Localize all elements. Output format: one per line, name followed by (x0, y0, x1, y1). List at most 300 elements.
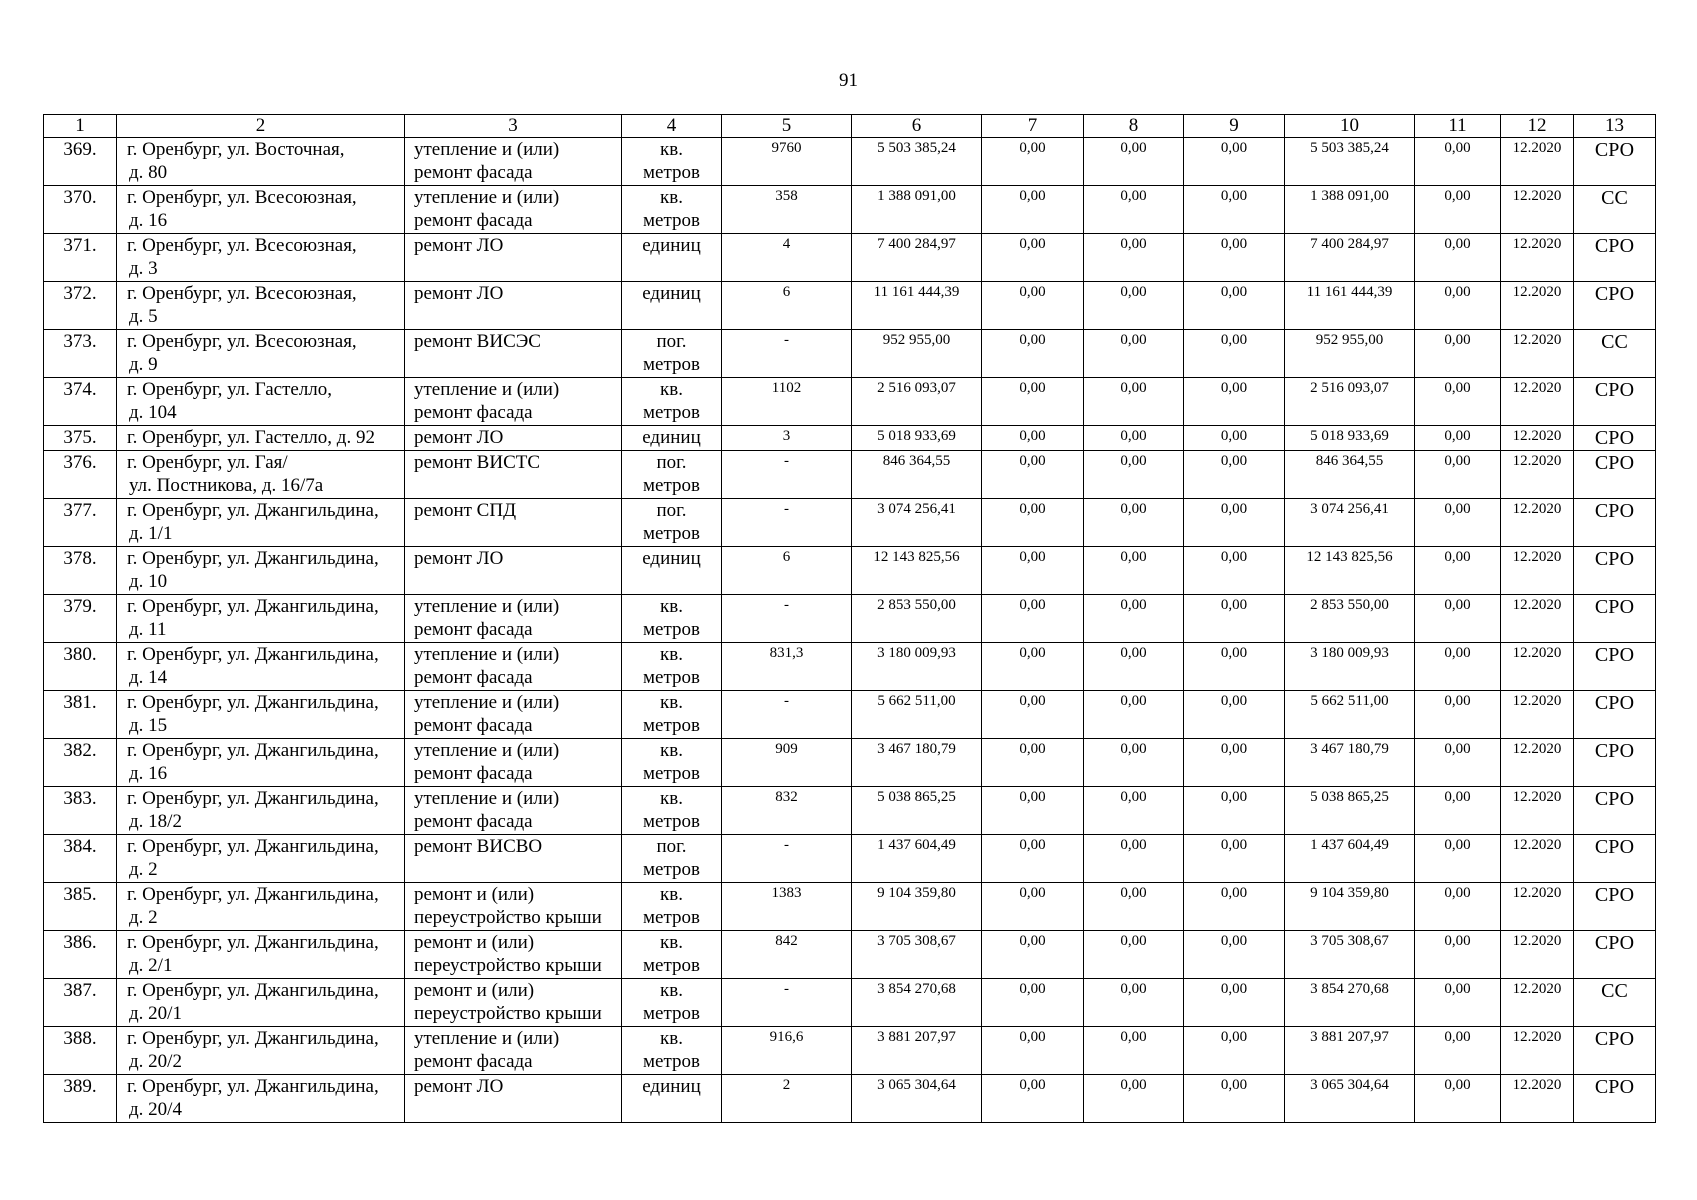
work-type-cell-line: ремонт и (или) (414, 932, 535, 953)
work-type-cell-line: ремонт фасада (414, 763, 533, 784)
work-type-cell-line: ремонт фасада (414, 715, 533, 736)
address-cell-line: г. Оренбург, ул. Гастелло, д. 92 (127, 427, 375, 448)
work-type-cell (405, 883, 622, 931)
value-cell-c7: 0,00 (982, 547, 1084, 595)
value-cell-c12: 12.2020 (1501, 378, 1574, 426)
table-row (44, 451, 1656, 499)
address-cell (117, 691, 405, 739)
column-header: 1 (44, 115, 117, 138)
unit-cell (622, 186, 722, 234)
value-cell-c5: 6 (722, 282, 852, 330)
work-type-cell (405, 1027, 622, 1075)
value-cell-c11: 0,00 (1415, 234, 1501, 282)
value-cell-c12: 12.2020 (1501, 595, 1574, 643)
contractor-type-cell: СРО (1574, 1027, 1656, 1075)
value-cell-c5: 916,6 (722, 1027, 852, 1075)
contractor-type-cell: СРО (1574, 378, 1656, 426)
value-cell-c8: 0,00 (1084, 1075, 1184, 1123)
value-cell-c6: 952 955,00 (852, 330, 982, 378)
address-cell-line: г. Оренбург, ул. Джангильдина, (127, 788, 379, 809)
unit-cell (622, 739, 722, 787)
unit-cell-line: метров (643, 1003, 700, 1024)
value-cell-c7: 0,00 (982, 595, 1084, 643)
address-cell-line: д. 16 (129, 210, 168, 231)
work-type-cell-line: утепление и (или) (414, 187, 560, 208)
value-cell-c12: 12.2020 (1501, 282, 1574, 330)
unit-cell-line: кв. (660, 596, 683, 617)
address-cell-line: д. 104 (129, 402, 177, 423)
work-type-cell (405, 330, 622, 378)
contractor-type-cell: СРО (1574, 787, 1656, 835)
work-type-cell-line: ремонт фасада (414, 667, 533, 688)
value-cell-c12: 12.2020 (1501, 883, 1574, 931)
value-cell-c8: 0,00 (1084, 282, 1184, 330)
table-row (44, 787, 1656, 835)
work-type-cell-line: ремонт и (или) (414, 980, 535, 1001)
work-type-cell (405, 234, 622, 282)
table-row (44, 547, 1656, 595)
value-cell-c12: 12.2020 (1501, 451, 1574, 499)
contractor-type-cell: СС (1574, 186, 1656, 234)
unit-cell (622, 499, 722, 547)
value-cell-c9: 0,00 (1184, 499, 1285, 547)
value-cell-c6: 3 467 180,79 (852, 739, 982, 787)
unit-cell-line: кв. (660, 692, 683, 713)
address-cell (117, 330, 405, 378)
value-cell-c11: 0,00 (1415, 787, 1501, 835)
column-header: 2 (117, 115, 405, 138)
value-cell-c9: 0,00 (1184, 547, 1285, 595)
value-cell-c9: 0,00 (1184, 691, 1285, 739)
address-cell-line: д. 20/2 (129, 1051, 182, 1072)
work-type-cell (405, 979, 622, 1027)
value-cell-c9: 0,00 (1184, 979, 1285, 1027)
value-cell-c9: 0,00 (1184, 186, 1285, 234)
row-number: 386. (44, 931, 117, 979)
address-cell-line: д. 3 (129, 258, 158, 279)
address-cell-line: г. Оренбург, ул. Гая/ (127, 452, 288, 473)
value-cell-c5: 4 (722, 234, 852, 282)
unit-cell (622, 1027, 722, 1075)
contractor-type-cell: СРО (1574, 234, 1656, 282)
work-type-cell-line: переустройство крыши (414, 907, 602, 928)
value-cell-c7: 0,00 (982, 931, 1084, 979)
work-type-cell (405, 1075, 622, 1123)
address-cell (117, 595, 405, 643)
unit-cell-line: единиц (642, 235, 701, 256)
unit-cell-line: кв. (660, 740, 683, 761)
unit-cell-line: метров (643, 907, 700, 928)
unit-cell (622, 979, 722, 1027)
value-cell-c8: 0,00 (1084, 426, 1184, 451)
value-cell-c9: 0,00 (1184, 739, 1285, 787)
address-cell-line: г. Оренбург, ул. Всесоюзная, (127, 331, 357, 352)
unit-cell-line: метров (643, 523, 700, 544)
contractor-type-cell: СРО (1574, 739, 1656, 787)
address-cell-line: д. 20/4 (129, 1099, 182, 1120)
table-row (44, 835, 1656, 883)
value-cell-c5: 6 (722, 547, 852, 595)
table-row (44, 234, 1656, 282)
value-cell-c11: 0,00 (1415, 739, 1501, 787)
contractor-type-cell: СРО (1574, 451, 1656, 499)
value-cell-c9: 0,00 (1184, 234, 1285, 282)
column-header: 4 (622, 115, 722, 138)
row-number: 388. (44, 1027, 117, 1075)
address-cell-line: г. Оренбург, ул. Джангильдина, (127, 884, 379, 905)
value-cell-c12: 12.2020 (1501, 1027, 1574, 1075)
value-cell-c5: - (722, 595, 852, 643)
address-cell (117, 234, 405, 282)
table-row (44, 282, 1656, 330)
unit-cell-line: единиц (642, 548, 701, 569)
value-cell-c12: 12.2020 (1501, 138, 1574, 186)
address-cell (117, 739, 405, 787)
table-row (44, 643, 1656, 691)
unit-cell-line: метров (643, 619, 700, 640)
contractor-type-cell: СРО (1574, 547, 1656, 595)
row-number: 374. (44, 378, 117, 426)
unit-cell-line: пог. (656, 452, 687, 473)
address-cell-line: д. 20/1 (129, 1003, 182, 1024)
column-header: 5 (722, 115, 852, 138)
value-cell-c9: 0,00 (1184, 451, 1285, 499)
unit-cell (622, 138, 722, 186)
value-cell-c7: 0,00 (982, 1027, 1084, 1075)
value-cell-c9: 0,00 (1184, 426, 1285, 451)
table-row (44, 186, 1656, 234)
value-cell-c5: 358 (722, 186, 852, 234)
work-type-cell-line: переустройство крыши (414, 955, 602, 976)
column-header: 11 (1415, 115, 1501, 138)
contractor-type-cell: СРО (1574, 691, 1656, 739)
work-type-cell-line: ремонт фасада (414, 402, 533, 423)
unit-cell-line: пог. (656, 836, 687, 857)
value-cell-c7: 0,00 (982, 426, 1084, 451)
contractor-type-cell: СРО (1574, 835, 1656, 883)
address-cell (117, 1027, 405, 1075)
value-cell-c6: 3 881 207,97 (852, 1027, 982, 1075)
address-cell (117, 835, 405, 883)
value-cell-c12: 12.2020 (1501, 787, 1574, 835)
value-cell-c11: 0,00 (1415, 138, 1501, 186)
value-cell-c10: 3 881 207,97 (1285, 1027, 1415, 1075)
address-cell-line: г. Оренбург, ул. Джангильдина, (127, 740, 379, 761)
address-cell (117, 186, 405, 234)
value-cell-c9: 0,00 (1184, 1027, 1285, 1075)
unit-cell (622, 282, 722, 330)
value-cell-c11: 0,00 (1415, 595, 1501, 643)
work-type-cell (405, 643, 622, 691)
column-header: 8 (1084, 115, 1184, 138)
column-header: 10 (1285, 115, 1415, 138)
value-cell-c7: 0,00 (982, 499, 1084, 547)
unit-cell-line: кв. (660, 932, 683, 953)
address-cell (117, 979, 405, 1027)
unit-cell-line: кв. (660, 644, 683, 665)
value-cell-c7: 0,00 (982, 1075, 1084, 1123)
value-cell-c5: 9760 (722, 138, 852, 186)
address-cell-line: д. 11 (129, 619, 167, 640)
value-cell-c7: 0,00 (982, 138, 1084, 186)
value-cell-c10: 9 104 359,80 (1285, 883, 1415, 931)
contractor-type-cell: СРО (1574, 426, 1656, 451)
column-header: 6 (852, 115, 982, 138)
address-cell (117, 282, 405, 330)
value-cell-c5: 2 (722, 1075, 852, 1123)
work-type-cell (405, 835, 622, 883)
work-type-cell (405, 595, 622, 643)
address-cell (117, 643, 405, 691)
unit-cell-line: метров (643, 859, 700, 880)
value-cell-c6: 5 018 933,69 (852, 426, 982, 451)
work-type-cell (405, 547, 622, 595)
unit-cell-line: единиц (642, 1076, 701, 1097)
unit-cell (622, 883, 722, 931)
address-cell-line: г. Оренбург, ул. Всесоюзная, (127, 235, 357, 256)
value-cell-c8: 0,00 (1084, 835, 1184, 883)
value-cell-c7: 0,00 (982, 787, 1084, 835)
row-number: 378. (44, 547, 117, 595)
value-cell-c12: 12.2020 (1501, 691, 1574, 739)
work-type-cell-line: утепление и (или) (414, 596, 560, 617)
value-cell-c7: 0,00 (982, 186, 1084, 234)
value-cell-c8: 0,00 (1084, 787, 1184, 835)
value-cell-c8: 0,00 (1084, 378, 1184, 426)
value-cell-c12: 12.2020 (1501, 979, 1574, 1027)
value-cell-c8: 0,00 (1084, 1027, 1184, 1075)
address-cell-line: г. Оренбург, ул. Гастелло, (127, 379, 333, 400)
unit-cell-line: метров (643, 715, 700, 736)
address-cell-line: д. 9 (129, 354, 158, 375)
work-type-cell-line: ремонт фасада (414, 811, 533, 832)
unit-cell (622, 1075, 722, 1123)
address-cell-line: г. Оренбург, ул. Джангильдина, (127, 980, 379, 1001)
unit-cell-line: кв. (660, 980, 683, 1001)
unit-cell (622, 691, 722, 739)
address-cell (117, 931, 405, 979)
row-number: 372. (44, 282, 117, 330)
address-cell-line: г. Оренбург, ул. Всесоюзная, (127, 187, 357, 208)
value-cell-c8: 0,00 (1084, 979, 1184, 1027)
value-cell-c11: 0,00 (1415, 547, 1501, 595)
value-cell-c6: 846 364,55 (852, 451, 982, 499)
unit-cell-line: единиц (642, 283, 701, 304)
address-cell (117, 499, 405, 547)
row-number: 389. (44, 1075, 117, 1123)
unit-cell-line: метров (643, 402, 700, 423)
address-cell (117, 378, 405, 426)
value-cell-c6: 3 854 270,68 (852, 979, 982, 1027)
value-cell-c7: 0,00 (982, 979, 1084, 1027)
address-cell-line: ул. Постникова, д. 16/7а (129, 475, 324, 496)
value-cell-c10: 2 853 550,00 (1285, 595, 1415, 643)
value-cell-c5: - (722, 451, 852, 499)
value-cell-c9: 0,00 (1184, 931, 1285, 979)
address-cell-line: г. Оренбург, ул. Джангильдина, (127, 836, 379, 857)
value-cell-c8: 0,00 (1084, 643, 1184, 691)
value-cell-c12: 12.2020 (1501, 1075, 1574, 1123)
unit-cell (622, 234, 722, 282)
row-number: 381. (44, 691, 117, 739)
value-cell-c5: 831,3 (722, 643, 852, 691)
value-cell-c9: 0,00 (1184, 595, 1285, 643)
value-cell-c10: 3 180 009,93 (1285, 643, 1415, 691)
value-cell-c10: 5 018 933,69 (1285, 426, 1415, 451)
unit-cell-line: кв. (660, 139, 683, 160)
work-type-cell-line: ремонт фасада (414, 162, 533, 183)
value-cell-c6: 7 400 284,97 (852, 234, 982, 282)
value-cell-c5: - (722, 330, 852, 378)
address-cell-line: д. 10 (129, 571, 168, 592)
contractor-type-cell: СРО (1574, 595, 1656, 643)
value-cell-c8: 0,00 (1084, 186, 1184, 234)
value-cell-c10: 846 364,55 (1285, 451, 1415, 499)
value-cell-c6: 3 705 308,67 (852, 931, 982, 979)
value-cell-c5: 1102 (722, 378, 852, 426)
unit-cell-line: метров (643, 763, 700, 784)
row-number: 385. (44, 883, 117, 931)
value-cell-c11: 0,00 (1415, 931, 1501, 979)
unit-cell-line: метров (643, 475, 700, 496)
work-type-cell-line: утепление и (или) (414, 139, 560, 160)
unit-cell-line: кв. (660, 884, 683, 905)
address-cell-line: г. Оренбург, ул. Джангильдина, (127, 644, 379, 665)
contractor-type-cell: СРО (1574, 499, 1656, 547)
value-cell-c10: 1 437 604,49 (1285, 835, 1415, 883)
value-cell-c11: 0,00 (1415, 378, 1501, 426)
work-type-cell (405, 451, 622, 499)
address-cell-line: д. 80 (129, 162, 168, 183)
row-number: 382. (44, 739, 117, 787)
row-number: 369. (44, 138, 117, 186)
address-cell-line: д. 1/1 (129, 523, 173, 544)
value-cell-c7: 0,00 (982, 883, 1084, 931)
value-cell-c10: 3 065 304,64 (1285, 1075, 1415, 1123)
address-cell-line: д. 16 (129, 763, 168, 784)
value-cell-c6: 12 143 825,56 (852, 547, 982, 595)
value-cell-c5: - (722, 691, 852, 739)
value-cell-c6: 9 104 359,80 (852, 883, 982, 931)
value-cell-c11: 0,00 (1415, 426, 1501, 451)
value-cell-c9: 0,00 (1184, 787, 1285, 835)
value-cell-c6: 5 662 511,00 (852, 691, 982, 739)
table-row (44, 330, 1656, 378)
value-cell-c8: 0,00 (1084, 739, 1184, 787)
value-cell-c10: 5 038 865,25 (1285, 787, 1415, 835)
table-row (44, 138, 1656, 186)
work-type-cell-line: ремонт ВИСТС (414, 452, 541, 473)
table-row (44, 1027, 1656, 1075)
column-header: 3 (405, 115, 622, 138)
value-cell-c12: 12.2020 (1501, 643, 1574, 691)
value-cell-c6: 5 038 865,25 (852, 787, 982, 835)
value-cell-c7: 0,00 (982, 282, 1084, 330)
work-type-cell (405, 378, 622, 426)
value-cell-c11: 0,00 (1415, 691, 1501, 739)
table-row (44, 595, 1656, 643)
value-cell-c10: 1 388 091,00 (1285, 186, 1415, 234)
value-cell-c9: 0,00 (1184, 138, 1285, 186)
row-number: 383. (44, 787, 117, 835)
row-number: 370. (44, 186, 117, 234)
value-cell-c8: 0,00 (1084, 931, 1184, 979)
unit-cell-line: пог. (656, 500, 687, 521)
address-cell (117, 451, 405, 499)
address-cell (117, 1075, 405, 1123)
unit-cell (622, 787, 722, 835)
address-cell-line: д. 15 (129, 715, 168, 736)
work-type-cell-line: ремонт ЛО (414, 235, 504, 256)
value-cell-c7: 0,00 (982, 330, 1084, 378)
value-cell-c11: 0,00 (1415, 979, 1501, 1027)
row-number: 373. (44, 330, 117, 378)
unit-cell-line: кв. (660, 379, 683, 400)
value-cell-c5: 832 (722, 787, 852, 835)
value-cell-c12: 12.2020 (1501, 186, 1574, 234)
column-header: 13 (1574, 115, 1656, 138)
value-cell-c9: 0,00 (1184, 330, 1285, 378)
contractor-type-cell: СРО (1574, 883, 1656, 931)
unit-cell (622, 595, 722, 643)
work-type-cell-line: ремонт ЛО (414, 283, 504, 304)
unit-cell (622, 835, 722, 883)
value-cell-c6: 5 503 385,24 (852, 138, 982, 186)
work-type-cell (405, 739, 622, 787)
work-type-cell (405, 282, 622, 330)
work-type-cell-line: ремонт ВИСВО (414, 836, 543, 857)
work-type-cell-line: ремонт фасада (414, 1051, 533, 1072)
unit-cell-line: метров (643, 667, 700, 688)
value-cell-c12: 12.2020 (1501, 739, 1574, 787)
value-cell-c5: - (722, 499, 852, 547)
work-type-cell (405, 787, 622, 835)
value-cell-c8: 0,00 (1084, 451, 1184, 499)
value-cell-c6: 3 065 304,64 (852, 1075, 982, 1123)
contractor-type-cell: СРО (1574, 1075, 1656, 1123)
unit-cell (622, 378, 722, 426)
unit-cell (622, 643, 722, 691)
address-cell-line: г. Оренбург, ул. Джангильдина, (127, 932, 379, 953)
work-type-cell-line: ремонт и (или) (414, 884, 535, 905)
column-number-row (44, 115, 1656, 138)
value-cell-c8: 0,00 (1084, 883, 1184, 931)
work-type-cell-line: утепление и (или) (414, 1028, 560, 1049)
address-cell (117, 883, 405, 931)
address-cell-line: г. Оренбург, ул. Всесоюзная, (127, 283, 357, 304)
contractor-type-cell: СРО (1574, 282, 1656, 330)
address-cell-line: г. Оренбург, ул. Джангильдина, (127, 500, 379, 521)
value-cell-c8: 0,00 (1084, 547, 1184, 595)
address-cell-line: г. Оренбург, ул. Восточная, (127, 139, 345, 160)
work-type-cell-line: утепление и (или) (414, 788, 560, 809)
unit-cell-line: пог. (656, 331, 687, 352)
address-cell-line: д. 14 (129, 667, 168, 688)
unit-cell (622, 426, 722, 451)
value-cell-c6: 2 516 093,07 (852, 378, 982, 426)
address-cell (117, 547, 405, 595)
value-cell-c10: 3 074 256,41 (1285, 499, 1415, 547)
value-cell-c6: 1 388 091,00 (852, 186, 982, 234)
value-cell-c10: 952 955,00 (1285, 330, 1415, 378)
table-row (44, 883, 1656, 931)
table-row (44, 1075, 1656, 1123)
work-type-cell-line: ремонт ВИСЭС (414, 331, 541, 352)
value-cell-c5: - (722, 835, 852, 883)
address-cell-line: г. Оренбург, ул. Джангильдина, (127, 1076, 379, 1097)
unit-cell (622, 931, 722, 979)
address-cell-line: г. Оренбург, ул. Джангильдина, (127, 548, 379, 569)
